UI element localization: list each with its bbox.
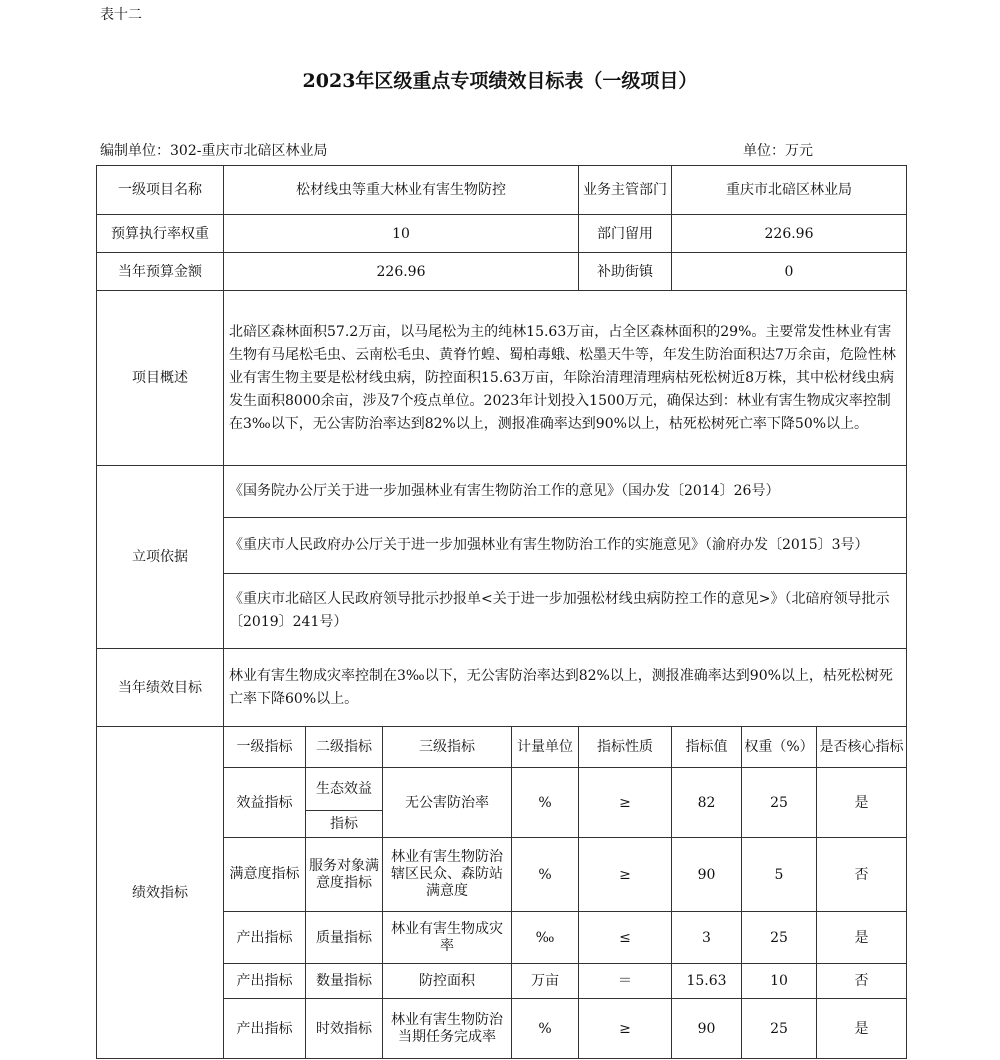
basis-item: 《国务院办公厅关于进一步加强林业有害生物防治工作的意见》（国办发〔2014〕26号）	[224, 466, 907, 518]
header-cell: 三级指标	[383, 727, 512, 768]
table-row-l2: 时效指标	[306, 999, 383, 1059]
table-row-core: 否	[817, 964, 907, 999]
table-number: 表十二	[100, 7, 142, 23]
project-name-label: 一级项目名称	[97, 166, 224, 215]
subsidy-label: 补助街镇	[579, 253, 672, 291]
table-row-unit: %	[512, 838, 579, 912]
annual-budget-label: 当年预算金额	[97, 253, 224, 291]
dept-label: 业务主管部门	[579, 166, 672, 215]
table-row-value: 82	[672, 768, 742, 838]
budget-weight-label: 预算执行率权重	[97, 215, 224, 253]
header-cell: 是否核心指标	[817, 727, 907, 768]
table-row-value: 90	[672, 838, 742, 912]
table-row-weight: 25	[742, 768, 817, 838]
goal-text: 林业有害生物成灾率控制在3‰以下，无公害防治率达到82%以上，测报准确率达到90%以上，枯死松树死亡率下降60%以上。	[224, 649, 907, 727]
table-row-l2: 服务对象满意度指标	[306, 838, 383, 912]
table-row-l2: 生态效益	[306, 768, 383, 811]
annual-budget-value: 226.96	[224, 253, 579, 291]
header-cell: 计量单位	[512, 727, 579, 768]
table-row-unit: ‰	[512, 912, 579, 964]
dept-retained-label: 部门留用	[579, 215, 672, 253]
indicators-label: 绩效指标	[97, 727, 224, 1059]
compiling-unit: 编制单位：302-重庆市北碚区林业局	[100, 143, 328, 159]
table-row-unit: 万亩	[512, 964, 579, 999]
table-row-unit: %	[512, 999, 579, 1059]
table-row-l2: 数量指标	[306, 964, 383, 999]
table-row-value: 15.63	[672, 964, 742, 999]
goal-label: 当年绩效目标	[97, 649, 224, 727]
table-row-weight: 5	[742, 838, 817, 912]
table-row-l3: 防控面积	[383, 964, 512, 999]
table-row-l1: 效益指标	[224, 768, 306, 838]
overview-label: 项目概述	[97, 291, 224, 466]
currency-unit: 单位：万元	[743, 143, 813, 159]
table-row-nature: ≥	[579, 768, 672, 838]
overview-text: 北碚区森林面积57.2万亩，以马尾松为主的纯林15.63万亩，占全区森林面积的29%。主要常发性林业有害生物有马尾松毛虫、云南松毛虫、黄脊竹蝗、蜀柏毒蛾、松墨天牛等，年发生防治面积达7万余亩，危险性林业有害生物主要是松材线虫病，防控面积15.63万亩，年除治清理清理病枯死松树近8万株，其中松材线虫病发生面积8000余亩，涉及7个疫点单位。2023年计划投入1500万元，确保达到：林业有害生物成灾率控制在3‰以下，无公害防治率达到82%以上，测报准确率达到90%以上，枯死松树死亡率下降50%以上。	[224, 291, 907, 466]
table-row-l2: 质量指标	[306, 912, 383, 964]
table-row-l1: 满意度指标	[224, 838, 306, 912]
table-row-core: 是	[817, 912, 907, 964]
header-cell: 一级指标	[224, 727, 306, 768]
table-row-value: 90	[672, 999, 742, 1059]
basis-item: 《重庆市北碚区人民政府领导批示抄报单<关于进一步加强松材线虫病防控工作的意见>》（北碚府领导批示〔2019〕241号）	[224, 574, 907, 649]
table-row-weight: 25	[742, 999, 817, 1059]
table-row-nature: ≥	[579, 838, 672, 912]
dept-retained-value: 226.96	[672, 215, 907, 253]
table-row-weight: 10	[742, 964, 817, 999]
project-name-value: 松材线虫等重大林业有害生物防控	[224, 166, 579, 215]
table-row-core: 否	[817, 838, 907, 912]
table-row-l1: 产出指标	[224, 999, 306, 1059]
page-title: 2023年区级重点专项绩效目标表（一级项目）	[302, 70, 698, 92]
table-row-nature: ≤	[579, 912, 672, 964]
table-row-unit: %	[512, 768, 579, 838]
table-row-l3: 无公害防治率	[383, 768, 512, 838]
header-cell: 二级指标	[306, 727, 383, 768]
performance-target-table	[96, 165, 907, 1059]
table-row-nature: ＝	[579, 964, 672, 999]
table-row-l3: 林业有害生物防治辖区民众、森防站满意度	[383, 838, 512, 912]
dept-value: 重庆市北碚区林业局	[672, 166, 907, 215]
basis-item: 《重庆市人民政府办公厅关于进一步加强林业有害生物防治工作的实施意见》（渝府办发〔2015〕3号）	[224, 518, 907, 574]
table-row-value: 3	[672, 912, 742, 964]
table-row-core: 是	[817, 999, 907, 1059]
table-row-l3: 林业有害生物成灾率	[383, 912, 512, 964]
header-cell: 权重（%）	[742, 727, 817, 768]
table-row-l2: 指标	[306, 811, 383, 838]
table-row-weight: 25	[742, 912, 817, 964]
subsidy-value: 0	[672, 253, 907, 291]
table-row-l3: 林业有害生物防治当期任务完成率	[383, 999, 512, 1059]
basis-label: 立项依据	[97, 466, 224, 649]
table-row-core: 是	[817, 768, 907, 838]
table-row-l1: 产出指标	[224, 964, 306, 999]
table-row-nature: ≥	[579, 999, 672, 1059]
budget-weight-value: 10	[224, 215, 579, 253]
header-cell: 指标值	[672, 727, 742, 768]
header-cell: 指标性质	[579, 727, 672, 768]
table-row-l1: 产出指标	[224, 912, 306, 964]
